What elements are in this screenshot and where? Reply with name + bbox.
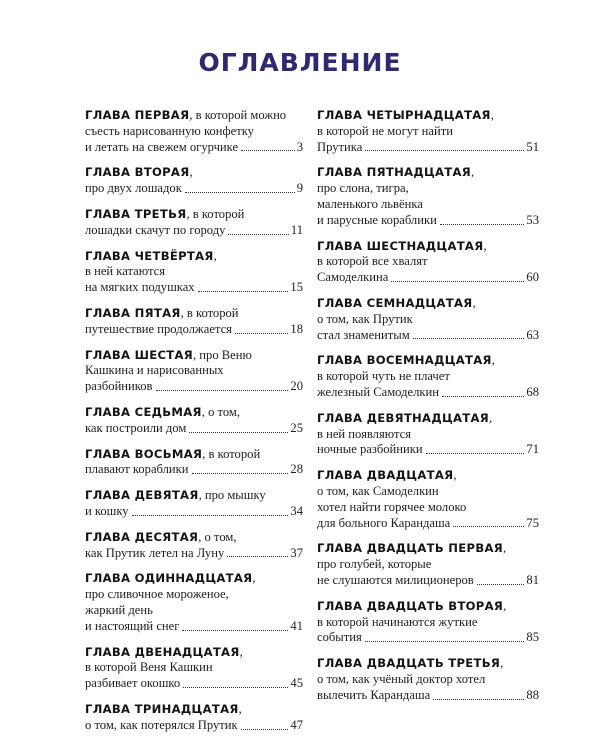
dot-leader bbox=[477, 584, 525, 585]
toc-entry[interactable] bbox=[85, 702, 303, 734]
chapter-description: , в которой можно bbox=[189, 108, 287, 122]
toc-entry[interactable] bbox=[85, 306, 303, 338]
toc-entry-line bbox=[85, 488, 303, 504]
dot-leader bbox=[365, 150, 524, 151]
chapter-label: ГЛАВА ДВЕНАДЦАТАЯ bbox=[85, 644, 240, 659]
toc-entry-line bbox=[85, 676, 303, 692]
toc-entry-line bbox=[317, 516, 539, 532]
chapter-label: ГЛАВА ШЕСТНАДЦАТАЯ bbox=[317, 238, 484, 253]
chapter-description: о том, как учёный доктор хотел bbox=[317, 671, 486, 686]
toc-entry-line bbox=[317, 557, 539, 573]
chapter-label: ГЛАВА ВТОРАЯ bbox=[85, 165, 190, 180]
dot-leader bbox=[183, 687, 288, 688]
toc-entry-line bbox=[317, 630, 539, 646]
chapter-description: для больного Карандаша bbox=[317, 515, 451, 530]
toc-entry-line bbox=[317, 369, 539, 385]
toc-entry-line bbox=[317, 165, 539, 181]
toc-entry-line bbox=[317, 411, 539, 427]
dot-leader bbox=[132, 515, 289, 516]
toc-entry-line bbox=[317, 468, 539, 484]
toc-entry-line bbox=[317, 427, 539, 443]
toc-entry[interactable] bbox=[85, 530, 303, 562]
toc-entry-line bbox=[85, 504, 303, 520]
toc-entry-line bbox=[85, 587, 303, 603]
page-number: 9 bbox=[296, 181, 303, 196]
dot-leader bbox=[391, 281, 524, 282]
chapter-description: и кошку bbox=[85, 503, 129, 518]
chapter-description: ночные разбойники bbox=[317, 442, 423, 457]
chapter-description: железный Самоделкин bbox=[317, 384, 439, 399]
chapter-label: ГЛАВА ШЕСТАЯ bbox=[85, 347, 193, 362]
toc-entry-line bbox=[317, 108, 539, 124]
toc-entry-line bbox=[317, 213, 539, 229]
chapter-description: , о том, bbox=[201, 404, 241, 419]
chapter-description: как построили дом bbox=[85, 420, 187, 435]
dot-leader bbox=[185, 192, 295, 193]
chapter-description: маленького львёнка bbox=[317, 196, 423, 211]
toc-entry-line bbox=[317, 328, 539, 344]
page-number: 85 bbox=[526, 630, 539, 645]
toc-entry-line bbox=[85, 124, 303, 140]
toc-entry-line bbox=[317, 353, 539, 369]
toc-entry[interactable] bbox=[317, 353, 539, 400]
chapter-label: ГЛАВА ПЯТНАДЦАТАЯ bbox=[317, 165, 472, 180]
page-number: 51 bbox=[526, 139, 539, 154]
page-number: 37 bbox=[290, 545, 303, 560]
toc-entry-line bbox=[317, 312, 539, 328]
page-number: 60 bbox=[526, 270, 539, 285]
chapter-description: Самоделкина bbox=[317, 270, 389, 285]
chapter-description: , про мышку bbox=[198, 488, 266, 503]
toc-entry-line bbox=[317, 197, 539, 213]
toc-entry-line bbox=[317, 270, 539, 286]
toc-entry[interactable] bbox=[317, 411, 539, 458]
chapter-description: о том, как потерялся Прутик bbox=[85, 717, 238, 732]
page-number: 88 bbox=[526, 687, 539, 702]
dot-leader bbox=[241, 150, 295, 151]
toc-entry[interactable] bbox=[317, 468, 539, 531]
toc-entry[interactable] bbox=[317, 599, 539, 646]
chapter-description: про сливочное мороженое, bbox=[85, 587, 229, 602]
chapter-description: , bbox=[213, 248, 217, 263]
toc-entry-line bbox=[85, 181, 303, 197]
toc-entry-line bbox=[85, 702, 303, 718]
page-number: 11 bbox=[290, 222, 303, 237]
toc-entry-line bbox=[317, 442, 539, 458]
toc-entry-line bbox=[317, 573, 539, 589]
toc-entry-line bbox=[317, 124, 539, 140]
chapter-label: ГЛАВА ДЕВЯТНАДЦАТАЯ bbox=[317, 410, 489, 425]
toc-entry[interactable] bbox=[317, 296, 539, 343]
page-number: 18 bbox=[290, 321, 303, 336]
chapter-description: , bbox=[453, 468, 457, 483]
chapter-description: события bbox=[317, 630, 362, 645]
chapter-description: в которой все хвалят bbox=[317, 254, 428, 269]
toc-entry-line bbox=[85, 603, 303, 619]
dot-leader bbox=[228, 234, 288, 235]
dot-leader bbox=[442, 396, 524, 397]
toc-entry-line bbox=[85, 660, 303, 676]
toc-column-left bbox=[85, 108, 303, 744]
page-number: 68 bbox=[526, 384, 539, 399]
chapter-description: , в которой bbox=[186, 206, 245, 221]
chapter-description: и летать на свежем огурчике bbox=[85, 139, 239, 154]
chapter-description: плавают кораблики bbox=[85, 462, 189, 477]
toc-entry[interactable] bbox=[85, 571, 303, 634]
chapter-description: , bbox=[472, 295, 476, 310]
toc-column-right bbox=[317, 108, 539, 714]
chapter-label: ГЛАВА ТРЕТЬЯ bbox=[85, 206, 187, 221]
chapter-description: о том, как Прутик bbox=[317, 311, 413, 326]
chapter-description: , bbox=[471, 165, 475, 180]
dot-leader bbox=[413, 338, 525, 339]
chapter-label: ГЛАВА ДВАДЦАТЬ ПЕРВАЯ bbox=[317, 541, 503, 556]
toc-entry-line bbox=[317, 484, 539, 500]
toc-entry[interactable] bbox=[85, 645, 303, 692]
toc-entry-line bbox=[85, 223, 303, 239]
chapter-description: лошадки скачут по городу bbox=[85, 222, 226, 237]
toc-entry-line bbox=[85, 571, 303, 587]
chapter-description: , bbox=[238, 701, 242, 716]
page-number: 28 bbox=[290, 462, 303, 477]
chapter-description: про голубей, которые bbox=[317, 557, 432, 572]
chapter-description: Кашкина и нарисованных bbox=[85, 363, 224, 378]
chapter-description: о том, как Самоделкин bbox=[317, 483, 439, 498]
toc-entry-line bbox=[85, 140, 303, 156]
toc-entry-line bbox=[317, 599, 539, 615]
dot-leader bbox=[453, 526, 524, 527]
page-number: 20 bbox=[290, 379, 303, 394]
toc-entry-line bbox=[85, 462, 303, 478]
chapter-description: про двух лошадок bbox=[85, 181, 182, 196]
dot-leader bbox=[156, 390, 289, 391]
toc-entry-line bbox=[317, 181, 539, 197]
toc-entry-line bbox=[317, 656, 539, 672]
toc-entry-line bbox=[317, 296, 539, 312]
page-number: 71 bbox=[526, 442, 539, 457]
chapter-description: , в которой bbox=[202, 446, 261, 461]
page-number: 34 bbox=[290, 503, 303, 518]
chapter-description: жаркий день bbox=[85, 602, 153, 617]
chapter-label: ГЛАВА ТРИНАДЦАТАЯ bbox=[85, 701, 239, 716]
toc-entry-line bbox=[85, 306, 303, 322]
chapter-description: про слона, тигра, bbox=[317, 181, 409, 196]
dot-leader bbox=[433, 699, 524, 700]
toc-entry-line bbox=[85, 348, 303, 364]
chapter-label: ГЛАВА ПЕРВАЯ bbox=[85, 108, 190, 122]
dot-leader bbox=[227, 556, 288, 557]
chapter-label: ГЛАВА ВОСЕМНАДЦАТАЯ bbox=[317, 353, 492, 368]
chapter-description: , bbox=[490, 108, 494, 122]
toc-entry[interactable] bbox=[317, 165, 539, 228]
page-number: 75 bbox=[526, 515, 539, 530]
toc-entry[interactable] bbox=[85, 488, 303, 520]
chapter-description: не слушаются милиционеров bbox=[317, 572, 474, 587]
page-number: 25 bbox=[290, 420, 303, 435]
chapter-label: ГЛАВА СЕМНАДЦАТАЯ bbox=[317, 295, 473, 310]
chapter-label: ГЛАВА ЧЕТЫРНАДЦАТАЯ bbox=[317, 108, 491, 122]
chapter-label: ГЛАВА ВОСЬМАЯ bbox=[85, 446, 203, 461]
toc-entry-line bbox=[317, 254, 539, 270]
chapter-description: , bbox=[252, 571, 256, 586]
dot-leader bbox=[440, 224, 525, 225]
chapter-description: путешествие продолжается bbox=[85, 321, 232, 336]
chapter-label: ГЛАВА ОДИННАДЦАТАЯ bbox=[85, 571, 253, 586]
dot-leader bbox=[189, 432, 288, 433]
chapter-description: , bbox=[239, 644, 243, 659]
chapter-description: , о том, bbox=[198, 529, 237, 544]
chapter-description: , bbox=[491, 353, 495, 368]
toc-entry-line bbox=[85, 645, 303, 661]
chapter-description: , bbox=[500, 656, 504, 671]
chapter-description: стал знаменитым bbox=[317, 327, 410, 342]
chapter-description: разбивает окошко bbox=[85, 676, 181, 691]
page-number: 47 bbox=[290, 717, 303, 732]
toc-entry[interactable] bbox=[85, 165, 303, 197]
chapter-description: и парусные кораблики bbox=[317, 212, 437, 227]
chapter-label: ГЛАВА ДЕВЯТАЯ bbox=[85, 488, 199, 503]
dot-leader bbox=[192, 473, 289, 474]
toc-entry-line bbox=[317, 672, 539, 688]
toc-entry-line bbox=[85, 280, 303, 296]
chapter-description: в ней катаются bbox=[85, 264, 166, 279]
chapter-description: в которой чуть не плачет bbox=[317, 369, 450, 384]
chapter-label: ГЛАВА ПЯТАЯ bbox=[85, 305, 181, 320]
page-number: 53 bbox=[526, 212, 539, 227]
chapter-description: , про Веню bbox=[193, 347, 252, 362]
toc-entry-line bbox=[85, 405, 303, 421]
chapter-label: ГЛАВА СЕДЬМАЯ bbox=[85, 404, 202, 419]
toc-entry-line bbox=[317, 688, 539, 704]
toc-entry-line bbox=[85, 718, 303, 734]
chapter-description: съесть нарисованную конфетку bbox=[85, 123, 254, 138]
chapter-description: хотел найти горячее молоко bbox=[317, 499, 467, 514]
chapter-description: на мягких подушках bbox=[85, 280, 195, 295]
toc-entry[interactable] bbox=[317, 239, 539, 286]
toc-entry-line bbox=[317, 385, 539, 401]
chapter-description: , bbox=[483, 238, 487, 253]
toc-entry[interactable] bbox=[85, 249, 303, 296]
chapter-label: ГЛАВА ЧЕТВЁРТАЯ bbox=[85, 248, 214, 263]
chapter-description: , bbox=[503, 598, 507, 613]
toc-entry-line bbox=[85, 619, 303, 635]
toc-entry-line bbox=[317, 615, 539, 631]
toc-entry-line bbox=[85, 530, 303, 546]
toc-entry[interactable] bbox=[85, 447, 303, 479]
toc-entry-line bbox=[85, 264, 303, 280]
chapter-description: , bbox=[189, 165, 193, 180]
chapter-description: Прутика bbox=[317, 139, 363, 154]
chapter-description: в ней появляются bbox=[317, 426, 412, 441]
chapter-description: разбойников bbox=[85, 379, 153, 394]
toc-entry[interactable] bbox=[85, 348, 303, 395]
dot-leader bbox=[241, 729, 289, 730]
toc-entry-line bbox=[85, 249, 303, 265]
toc-entry-line bbox=[85, 108, 303, 124]
page-number: 3 bbox=[296, 139, 303, 154]
toc-entry-line bbox=[85, 165, 303, 181]
chapter-label: ГЛАВА ДВАДЦАТЬ ТРЕТЬЯ bbox=[317, 656, 501, 671]
page-title: ОГЛАВЛЕНИЕ bbox=[198, 48, 402, 77]
chapter-description: вылечить Карандаша bbox=[317, 687, 431, 702]
page-number: 81 bbox=[526, 572, 539, 587]
toc-entry-line bbox=[85, 421, 303, 437]
toc-entry[interactable] bbox=[85, 207, 303, 239]
chapter-description: как Прутик летел на Луну bbox=[85, 545, 225, 560]
page-number: 15 bbox=[290, 280, 303, 295]
toc-entry-line bbox=[317, 500, 539, 516]
chapter-label: ГЛАВА ДВАДЦАТАЯ bbox=[317, 468, 454, 483]
toc-entry[interactable] bbox=[317, 108, 539, 155]
toc-entry-line bbox=[85, 546, 303, 562]
dot-leader bbox=[182, 630, 288, 631]
toc-entry[interactable] bbox=[85, 405, 303, 437]
dot-leader bbox=[198, 291, 289, 292]
chapter-description: , bbox=[502, 541, 507, 556]
page-number: 63 bbox=[526, 327, 539, 342]
page-number: 41 bbox=[290, 618, 303, 633]
chapter-description: , в которой bbox=[180, 305, 239, 320]
toc-entry-line bbox=[85, 379, 303, 395]
toc-entry[interactable] bbox=[85, 108, 303, 155]
chapter-description: , bbox=[489, 410, 493, 425]
toc-entry[interactable] bbox=[317, 541, 539, 588]
toc-entry-line bbox=[317, 239, 539, 255]
dot-leader bbox=[365, 641, 525, 642]
chapter-label: ГЛАВА ДВАДЦАТЬ ВТОРАЯ bbox=[317, 598, 504, 613]
chapter-description: в которой начинаются жуткие bbox=[317, 614, 478, 629]
toc-entry-line bbox=[317, 140, 539, 156]
toc-entry-line bbox=[85, 363, 303, 379]
toc-entry-line bbox=[317, 541, 539, 557]
chapter-description: в которой не могут найти bbox=[317, 123, 453, 138]
page-number: 45 bbox=[290, 676, 303, 691]
toc-entry-line bbox=[85, 207, 303, 223]
chapter-label: ГЛАВА ДЕСЯТАЯ bbox=[85, 529, 199, 544]
chapter-description: и настоящий снег bbox=[85, 618, 180, 633]
chapter-description: в которой Веня Кашкин bbox=[85, 660, 213, 675]
toc-entry[interactable] bbox=[317, 656, 539, 703]
dot-leader bbox=[426, 453, 525, 454]
toc-entry-line bbox=[85, 322, 303, 338]
dot-leader bbox=[235, 333, 288, 334]
toc-entry-line bbox=[85, 447, 303, 463]
